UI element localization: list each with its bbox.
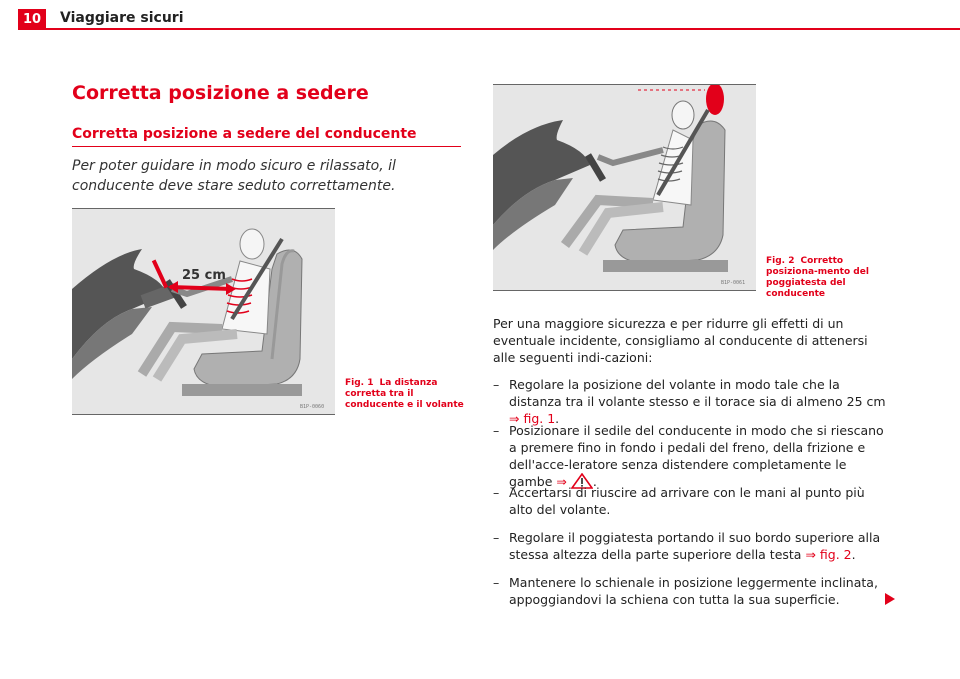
body-intro: Per una maggiore sicurezza e per ridurre gli effetti di un eventuale incidente, consigliamo al conducente di attenersi alle seguenti indi-cazioni:: [493, 316, 868, 365]
list-item-end: .: [851, 547, 856, 562]
figure-1-caption-text: La distanza corretta tra il conducente e il volante: [345, 378, 464, 410]
page-header: [0, 0, 960, 30]
list-dash: –: [493, 530, 500, 545]
figure-1-code: B1P-0060: [300, 404, 325, 410]
subsection-title: Corretta posizione a sedere del conducente: [72, 126, 417, 142]
list-item-text: Accertarsi di riuscire ad arrivare con le mani al punto più alto del volante.: [509, 485, 865, 517]
figure-2-image: [493, 84, 756, 291]
figure-2-code: B1P-0061: [721, 280, 746, 286]
list-item-end: .: [555, 411, 560, 426]
continue-arrow-icon[interactable]: [884, 592, 896, 606]
figure-2-caption-text: Corretto posiziona-mento del poggiatesta del conducente: [766, 256, 869, 299]
header-rule: [46, 28, 960, 30]
figure-1-caption: [345, 378, 465, 411]
list-dash: –: [493, 485, 500, 500]
figure-2-caption: [766, 256, 888, 300]
section-title: Corretta posizione a sedere: [72, 82, 369, 104]
list-item-text: Regolare il poggiatesta portando il suo bordo superiore alla stessa altezza della parte superiore della testa: [509, 530, 881, 562]
list-dash: –: [493, 377, 500, 392]
list-dash: –: [493, 575, 500, 590]
list-item-end: .: [592, 474, 597, 489]
list-dash: –: [493, 423, 500, 438]
running-title: Viaggiare sicuri: [60, 10, 184, 26]
warning-link[interactable]: ⇒: [556, 474, 567, 489]
list-item-text: Regolare la posizione del volante in modo tale che la distanza tra il volante stesso e il torace sia di almeno 25 cm: [509, 377, 886, 409]
list-item-text: Posizionare il sedile del conducente in modo che si riescano a premere fino in fondo i pedali del freno, della frizione e dell'acce-leratore senza distendere completamente le gambe: [509, 423, 884, 489]
figure-1-callout: 25 cm: [182, 268, 226, 283]
page-number: 10: [18, 9, 46, 30]
figure-1-number: Fig. 1: [345, 378, 374, 388]
intro-text: Per poter guidare in modo sicuro e rilassato, il conducente deve stare seduto correttamente.: [72, 158, 396, 194]
figure-1-image: [72, 208, 335, 415]
subsection-rule: [72, 146, 461, 147]
figure-2-number: Fig. 2: [766, 256, 795, 266]
figure-1-link[interactable]: ⇒ fig. 1: [509, 411, 556, 426]
list-item-text: Mantenere lo schienale in posizione leggermente inclinata, appoggiandovi la schiena con tutta la sua superficie.: [509, 575, 878, 607]
figure-2-link[interactable]: ⇒ fig. 2: [805, 547, 852, 562]
